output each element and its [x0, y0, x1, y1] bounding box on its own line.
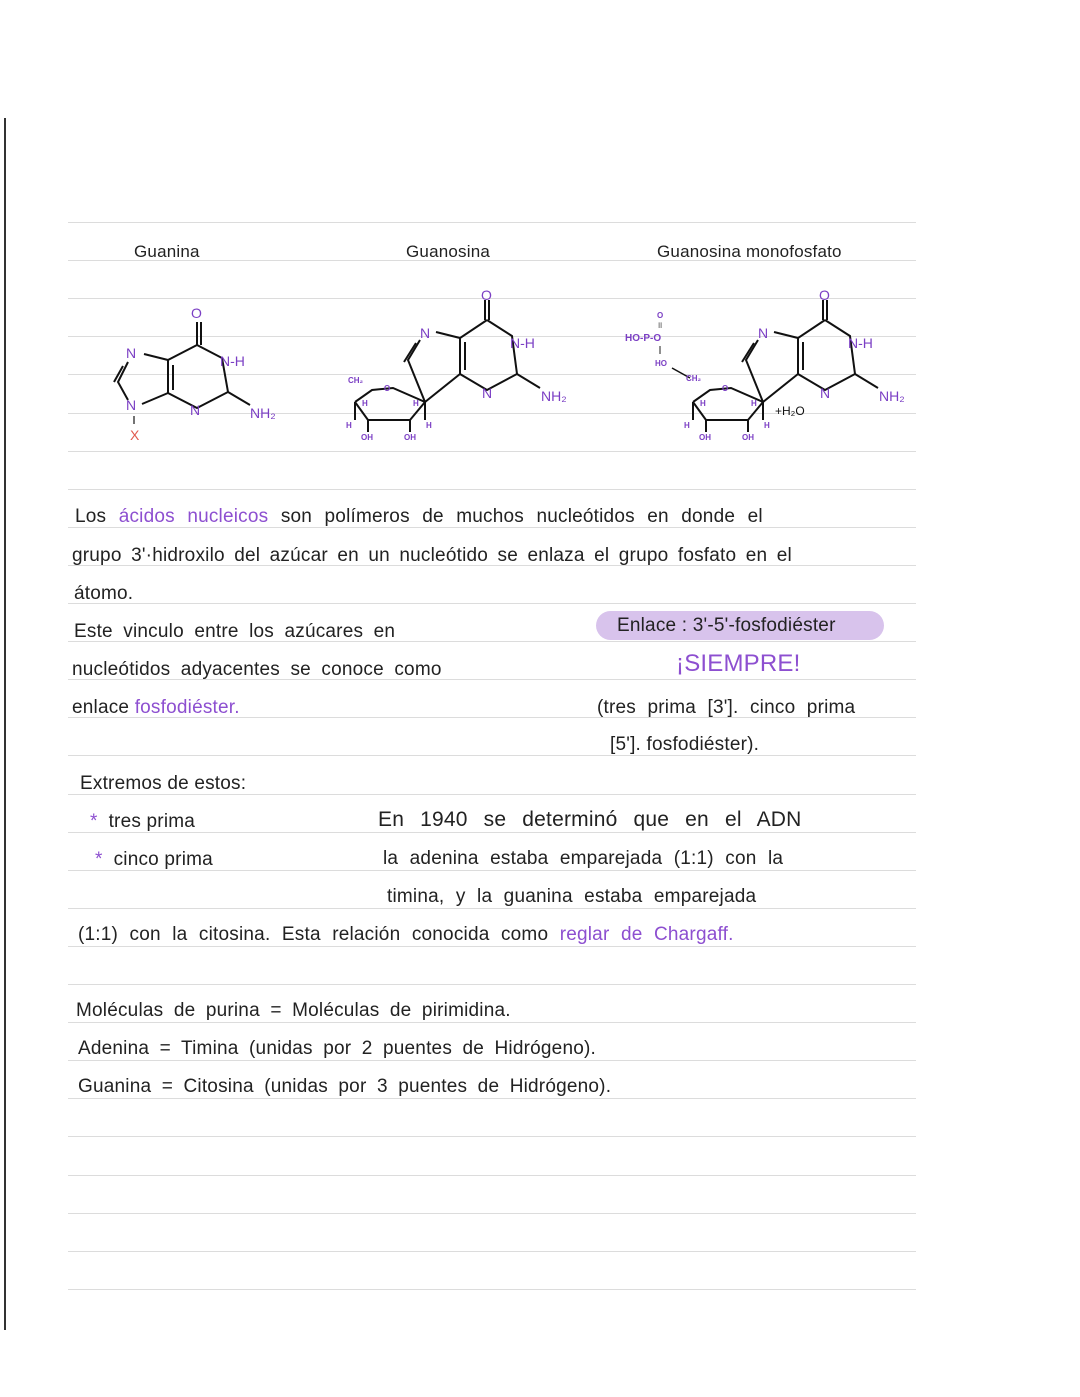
text: Los [75, 506, 107, 527]
atom-label: NH₂ [879, 388, 905, 404]
list-item [90, 810, 195, 834]
atom-label: H [346, 421, 352, 430]
siempre-label: ¡SIEMPRE! [676, 650, 801, 677]
atom-label: O [384, 384, 391, 393]
atom-label: O [481, 287, 492, 303]
title-guanina: Guanina [134, 242, 200, 261]
atom-label: O [657, 311, 664, 320]
title-gmp: Guanosina monofosfato [657, 242, 842, 261]
atom-label: O [722, 384, 729, 393]
paragraph-line: la adenina estaba emparejada (1:1) con la [383, 848, 784, 869]
atom-label: H [700, 399, 706, 408]
rule-line: Moléculas de purina = Moléculas de pirimidina. [76, 1000, 511, 1021]
paragraph-line [72, 696, 240, 720]
paragraph-line: timina, y la guanina estaba emparejada [387, 886, 757, 907]
rule-line: Guanina = Citosina (unidas por 3 puentes de Hidrógeno). [78, 1076, 612, 1097]
highlighted-term: ácidos nucleicos [118, 506, 269, 527]
atom-label: N [190, 402, 201, 418]
side-note: (tres prima [3']. cinco prima [597, 697, 856, 718]
atom-label: H [684, 421, 690, 430]
atom-label: H [413, 399, 419, 408]
gmp-structure [625, 287, 905, 442]
atom-label: H [362, 399, 368, 408]
highlighted-term: reglar de Chargaff. [559, 924, 734, 945]
atom-label: O [191, 305, 202, 321]
star-icon: * [95, 849, 103, 870]
text: tres prima [108, 811, 196, 832]
atom-label: H [764, 421, 770, 430]
paragraph-line: átomo. [74, 583, 134, 604]
atom-label: NH₂ [541, 388, 567, 404]
text: (1:1) con la citosina. Esta relación conocida como [78, 924, 549, 945]
text: son polímeros de muchos nucleótidos en donde el [280, 506, 763, 527]
paragraph-line [75, 505, 763, 529]
atom-label: OH [404, 433, 416, 442]
atom-label: N-H [848, 335, 873, 351]
atom-label: OH [361, 433, 373, 442]
atom-label: N [420, 325, 431, 341]
atom-label: N-H [510, 335, 535, 351]
paragraph-line: nucleótidos adyacentes se conoce como [72, 659, 442, 680]
rule-line: Adenina = Timina (unidas por 2 puentes de Hidrógeno). [78, 1038, 596, 1059]
paragraph-line: En 1940 se determinó que en el ADN [378, 808, 802, 831]
atom-label: NH₂ [250, 405, 276, 421]
atom-label: N [482, 385, 493, 401]
atom-label: O [819, 287, 830, 303]
extremos-title: Extremos de estos: [80, 773, 247, 794]
atom-label: CH₂ [348, 376, 364, 385]
atom-label: N [820, 385, 831, 401]
atom-label: OH [742, 433, 754, 442]
text: cinco prima [113, 849, 213, 870]
pill-text: Enlace : 3'-5'-fosfodiéster [617, 615, 836, 636]
atom-label: HO-P-O [625, 333, 662, 344]
atom-label: N [126, 397, 137, 413]
text: enlace [72, 697, 130, 718]
atom-label: N-H [220, 353, 245, 369]
atom-label: CH₂ [686, 374, 702, 383]
atom-label: HO [655, 359, 667, 368]
side-note: [5']. fosfodiéster). [610, 734, 760, 755]
guanosina-structure [346, 287, 567, 442]
highlighted-term: fosfodiéster. [134, 697, 240, 718]
list-item [95, 848, 213, 872]
atom-label: H [751, 399, 757, 408]
star-icon: * [90, 811, 98, 832]
paragraph-line [78, 923, 734, 947]
title-guanosina: Guanosina [406, 242, 491, 261]
svg-text:॥: ॥ [657, 320, 663, 330]
guanina-structure [114, 305, 276, 443]
atom-label: N [758, 325, 769, 341]
atom-label: H [426, 421, 432, 430]
atom-label: X [130, 427, 140, 443]
atom-label: OH [699, 433, 711, 442]
paragraph-line: grupo 3'·hidroxilo del azúcar en un nucleótido se enlaza el grupo fosfato en el [72, 545, 792, 566]
atom-label: +H₂O [775, 404, 805, 418]
atom-label: N [126, 345, 137, 361]
paragraph-line: Este vinculo entre los azúcares en [74, 621, 396, 642]
